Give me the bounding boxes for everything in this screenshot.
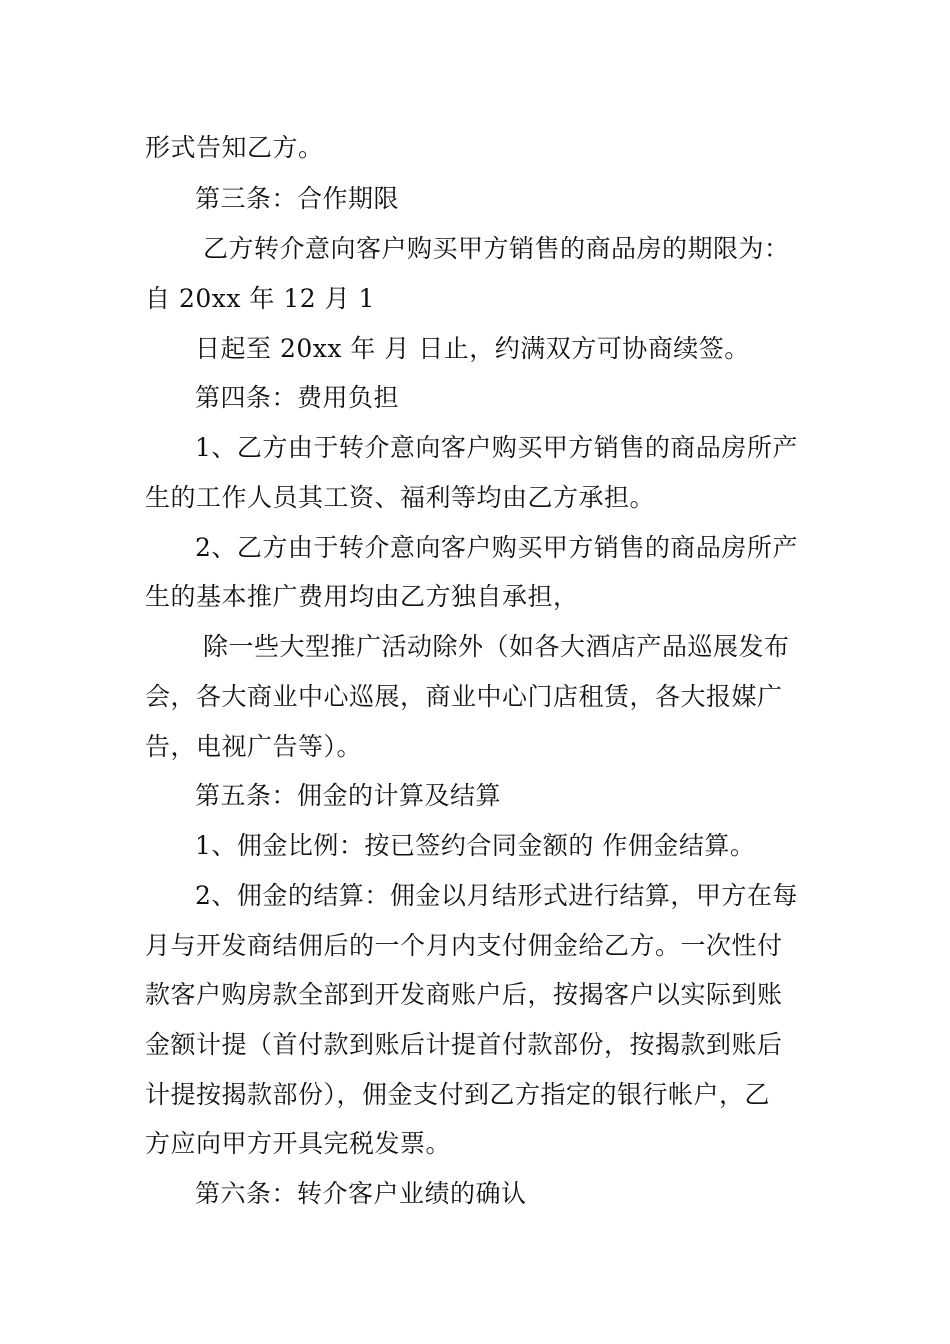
section-heading: 第五条：佣金的计算及结算 xyxy=(195,781,502,810)
paragraph-line: 1、乙方由于转介意向客户购买甲方销售的商品房所产 xyxy=(195,433,798,462)
paragraph-line: 除一些大型推广活动除外（如各大酒店产品巡展发布 xyxy=(203,632,790,661)
section-heading: 第四条：费用负担 xyxy=(195,383,400,412)
paragraph-line: 1、佣金比例：按已签约合同金额的 作佣金结算。 xyxy=(195,831,756,860)
paragraph-line: 2、佣金的结算：佣金以月结形式进行结算，甲方在每 xyxy=(195,881,798,910)
section-heading: 第六条：转介客户业绩的确认 xyxy=(195,1179,527,1208)
paragraph-line: 日起至 20xx 年 月 日止，约满双方可协商续签。 xyxy=(195,334,750,363)
paragraph-line: 月与开发商结佣后的一个月内支付佣金给乙方。一次性付 xyxy=(145,931,783,960)
paragraph-line: 形式告知乙方。 xyxy=(145,133,324,162)
paragraph-line: 2、乙方由于转介意向客户购买甲方销售的商品房所产 xyxy=(195,533,798,562)
paragraph-line: 告，电视广告等）。 xyxy=(145,732,363,761)
paragraph-line: 方应向甲方开具完税发票。 xyxy=(145,1129,452,1158)
paragraph-line: 乙方转介意向客户购买甲方销售的商品房的期限为： xyxy=(203,234,790,263)
paragraph-line: 生的基本推广费用均由乙方独自承担， xyxy=(145,582,579,611)
section-heading: 第三条：合作期限 xyxy=(195,184,400,213)
paragraph-line: 款客户购房款全部到开发商账户后，按揭客户以实际到账 xyxy=(145,980,783,1009)
paragraph-line: 会，各大商业中心巡展，商业中心门店租赁，各大报媒广 xyxy=(145,682,783,711)
paragraph-line: 自 20xx 年 12 月 1 xyxy=(145,284,375,313)
paragraph-line: 生的工作人员其工资、福利等均由乙方承担。 xyxy=(145,483,656,512)
paragraph-line: 计提按揭款部份），佣金支付到乙方指定的银行帐户，乙 xyxy=(145,1080,771,1109)
paragraph-line: 金额计提（首付款到账后计提首付款部份，按揭款到账后 xyxy=(145,1030,783,1059)
